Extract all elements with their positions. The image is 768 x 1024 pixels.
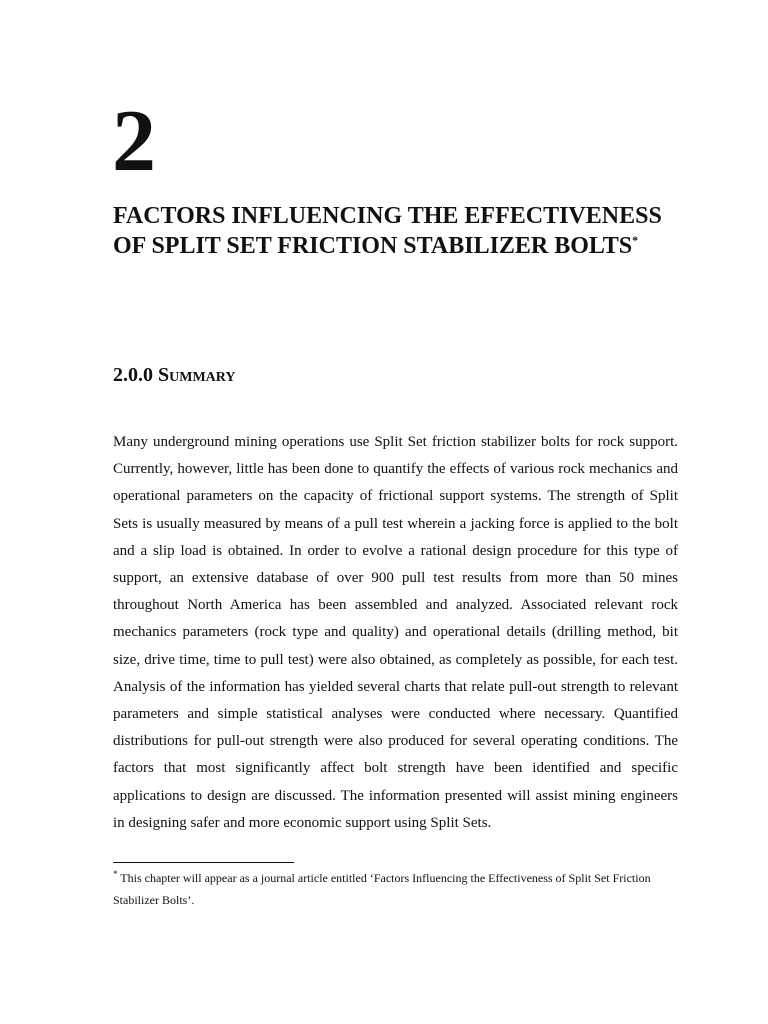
section-number: 2.0.0 (113, 364, 158, 386)
section-heading (113, 363, 236, 387)
footnote-divider (113, 862, 294, 863)
footnote-mark: * (113, 869, 118, 879)
chapter-title (113, 201, 673, 261)
chapter-number: 2 (112, 93, 156, 190)
footnote-text: This chapter will appear as a journal article entitled ‘Factors Influencing the Effectiveness of Split Set Friction Stabilizer Bolts’. (113, 871, 651, 907)
chapter-title-text: FACTORS INFLUENCING THE EFFECTIVENESS OF SPLIT SET FRICTION STABILIZER BOLTS (113, 203, 662, 259)
section-title: Summary (158, 364, 236, 386)
chapter-title-footnote-mark: * (632, 233, 639, 247)
footnote (113, 867, 683, 911)
summary-paragraph: Many underground mining operations use Split Set friction stabilizer bolts for rock support. Currently, however, little has been done to quantify the effects of various rock mechanics and operational parameters on the capacity of frictional support systems. The strength of Split Sets is usually measured by means of a pull test wherein a jacking force is applied to the bolt and a slip load is obtained. In order to evolve a rational design procedure for this type of support, an extensive database of over 900 pull test results from more than 50 mines throughout North America has been assembled and analyzed. Associated relevant rock mechanics parameters (rock type and quality) and operational details (drilling method, bit size, drive time, time to pull test) were also obtained, as completely as possible, for each test. Analysis of the information has yielded several charts that relate pull-out strength to relevant parameters and simple statistical analyses were conducted where necessary. Quantified distributions for pull-out strength were also produced for several operating conditions. The factors that most significantly affect bolt strength have been identified and specific applications to design are discussed. The information presented will assist mining engineers in designing safer and more economic support using Split Sets. (113, 434, 678, 831)
